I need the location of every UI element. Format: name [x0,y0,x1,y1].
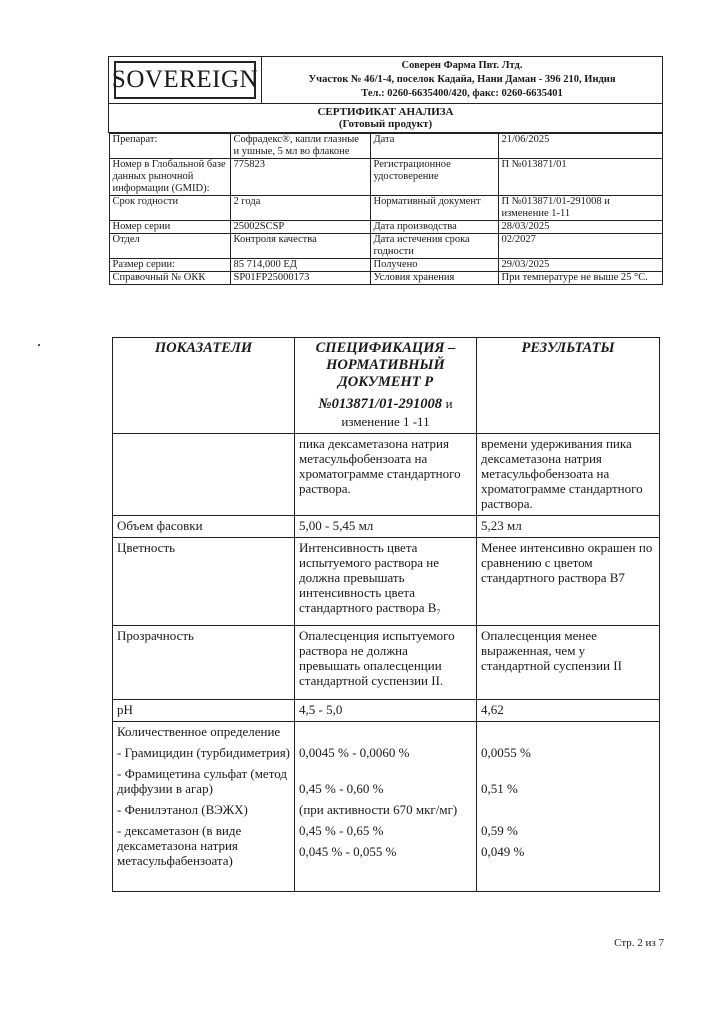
result-cell: Менее интенсивно окрашен по сравнению с цветом стандартного раствора B7 [477,538,660,626]
expiry-value: 02/2027 [498,234,662,259]
company-phone: Тел.: 0260-6635400/420, факс: 0260-6635401 [361,88,563,99]
gmid-label: Номер в Глобальной базе данных рыночной информации (GMID): [109,159,230,196]
certificate-title: СЕРТИФИКАТ АНАЛИЗА [317,106,454,118]
quant-title: Количественное определение [117,724,281,739]
specification-table [112,337,660,892]
company-address: Участок № 46/1-4, поселок Кадайа, Нани Даман - 396 210, Индия [308,74,616,85]
product-value: Софрадекс®, капли глазные и ушные, 5 мл во флаконе [230,134,370,159]
scan-mark [38,344,40,346]
sovereign-logo [111,61,259,99]
quant-result-0: 0,0055 % [481,745,531,760]
reg-label: Регистрационное удостоверение [370,159,498,196]
received-label: Получено [370,259,498,272]
logo-text: SOVEREIGN [111,66,259,93]
page-number: Стр. 2 из 7 [614,937,664,949]
quant-param-1: - Фрамицетина сульфат (метод диффузии в агар) [117,766,287,796]
spec-cell: Опалесценция испытуемого раствора не должна превышать опалесценции стандартной суспензии II. [295,626,477,700]
info-row [109,272,662,285]
quant-spec-3: 0,045 % - 0,055 % [299,844,397,859]
quant-result-cell [477,722,660,892]
quant-result-3: 0,049 % [481,844,525,859]
department-value: Контроля качества [230,234,370,259]
certificate-title-cell [109,104,663,133]
quant-result-1: 0,51 % [481,781,518,796]
quant-spec-cell [295,722,477,892]
quant-spec-1: 0,45 % - 0,60 % [299,781,384,796]
spec-cell: пика дексаметазона натрия метасульфобензоата на хроматограмме стандартного раствора. [295,434,477,516]
mfg-date-value: 28/03/2025 [498,221,662,234]
info-row [109,234,662,259]
col-header-parameters: ПОКАЗАТЕЛИ [113,338,295,434]
quant-row [113,722,660,892]
param-cell: Цветность [113,538,295,626]
param-cell: Прозрачность [113,626,295,700]
quant-param-3: - дексаметазон (в виде дексаметазона натрия метасульфабензоата) [117,823,242,868]
info-row [109,134,662,159]
spec-header-row [113,338,660,434]
param-cell [113,434,295,516]
company-block [262,57,663,104]
certificate-header [108,56,663,285]
norm-doc-label: Нормативный документ [370,196,498,221]
info-row [109,259,662,272]
expiry-label: Дата истечения срока годности [370,234,498,259]
batch-size-value: 85 714,000 ЕД [230,259,370,272]
okk-value: SP01FP25000173 [230,272,370,285]
info-row [109,196,662,221]
storage-value: При температуре не выше 25 °С. [498,272,662,285]
norm-doc-tail: и изменение 1 -11 [341,396,453,429]
quant-param-2: - Фенилэтанол (ВЭЖХ) [117,802,248,817]
mfg-date-label: Дата производства [370,221,498,234]
info-table [109,133,663,285]
certificate-subtitle: (Готовый продукт) [338,118,433,130]
param-cell: pH [113,700,295,722]
spec-cell: Интенсивность цвета испытуемого раствора не должна превышать интенсивность цвета стандартного раствора B₇ [295,538,477,626]
shelf-life-label: Срок годности [109,196,230,221]
quant-spec-0: 0,0045 % - 0,0060 % [299,745,410,760]
department-label: Отдел [109,234,230,259]
table-row [113,538,660,626]
table-row [113,516,660,538]
batch-label: Номер серии [109,221,230,234]
product-label: Препарат: [109,134,230,159]
batch-value: 25002SCSP [230,221,370,234]
spec-cell: 5,00 - 5,45 мл [295,516,477,538]
info-row [109,159,662,196]
col-header-specification: СПЕЦИФИКАЦИЯ – НОРМАТИВНЫЙ ДОКУМЕНТ Р №013871/01-291008 и изменение 1 -11 [295,338,477,434]
result-cell: времени удерживания пика дексаметазона натрия метасульфобензоата на хроматограмме стандартного раствора. [477,434,660,516]
reg-value: П №013871/01 [498,159,662,196]
spec-cell: 4,5 - 5,0 [295,700,477,722]
date-label: Дата [370,134,498,159]
result-cell: 5,23 мл [477,516,660,538]
okk-label: Справочный № ОКК [109,272,230,285]
gmid-value: 775823 [230,159,370,196]
result-cell: 4,62 [477,700,660,722]
result-cell: Опалесценция менее выраженная, чем у стандартной суспензии II [477,626,660,700]
company-name: Соверен Фарма Пвт. Лтд. [401,60,523,71]
quant-spec-2: 0,45 % - 0,65 % [299,823,384,838]
param-cell: Объем фасовки [113,516,295,538]
quant-spec-note-1: (при активности 670 мкг/мг) [299,802,458,817]
shelf-life-value: 2 года [230,196,370,221]
storage-label: Условия хранения [370,272,498,285]
date-value: 21/06/2025 [498,134,662,159]
logo-cell [109,57,262,104]
col-header-results: РЕЗУЛЬТАТЫ [477,338,660,434]
table-row [113,700,660,722]
info-row [109,221,662,234]
quant-result-2: 0,59 % [481,823,518,838]
table-row [113,626,660,700]
quant-param-cell [113,722,295,892]
batch-size-label: Размер серии: [109,259,230,272]
norm-doc-value: П №013871/01-291008 и изменение 1-11 [498,196,662,221]
table-row [113,434,660,516]
quant-param-0: - Грамицидин (турбидиметрия) [117,745,291,760]
norm-doc-number: №013871/01-291008 [318,396,443,412]
received-value: 29/03/2025 [498,259,662,272]
